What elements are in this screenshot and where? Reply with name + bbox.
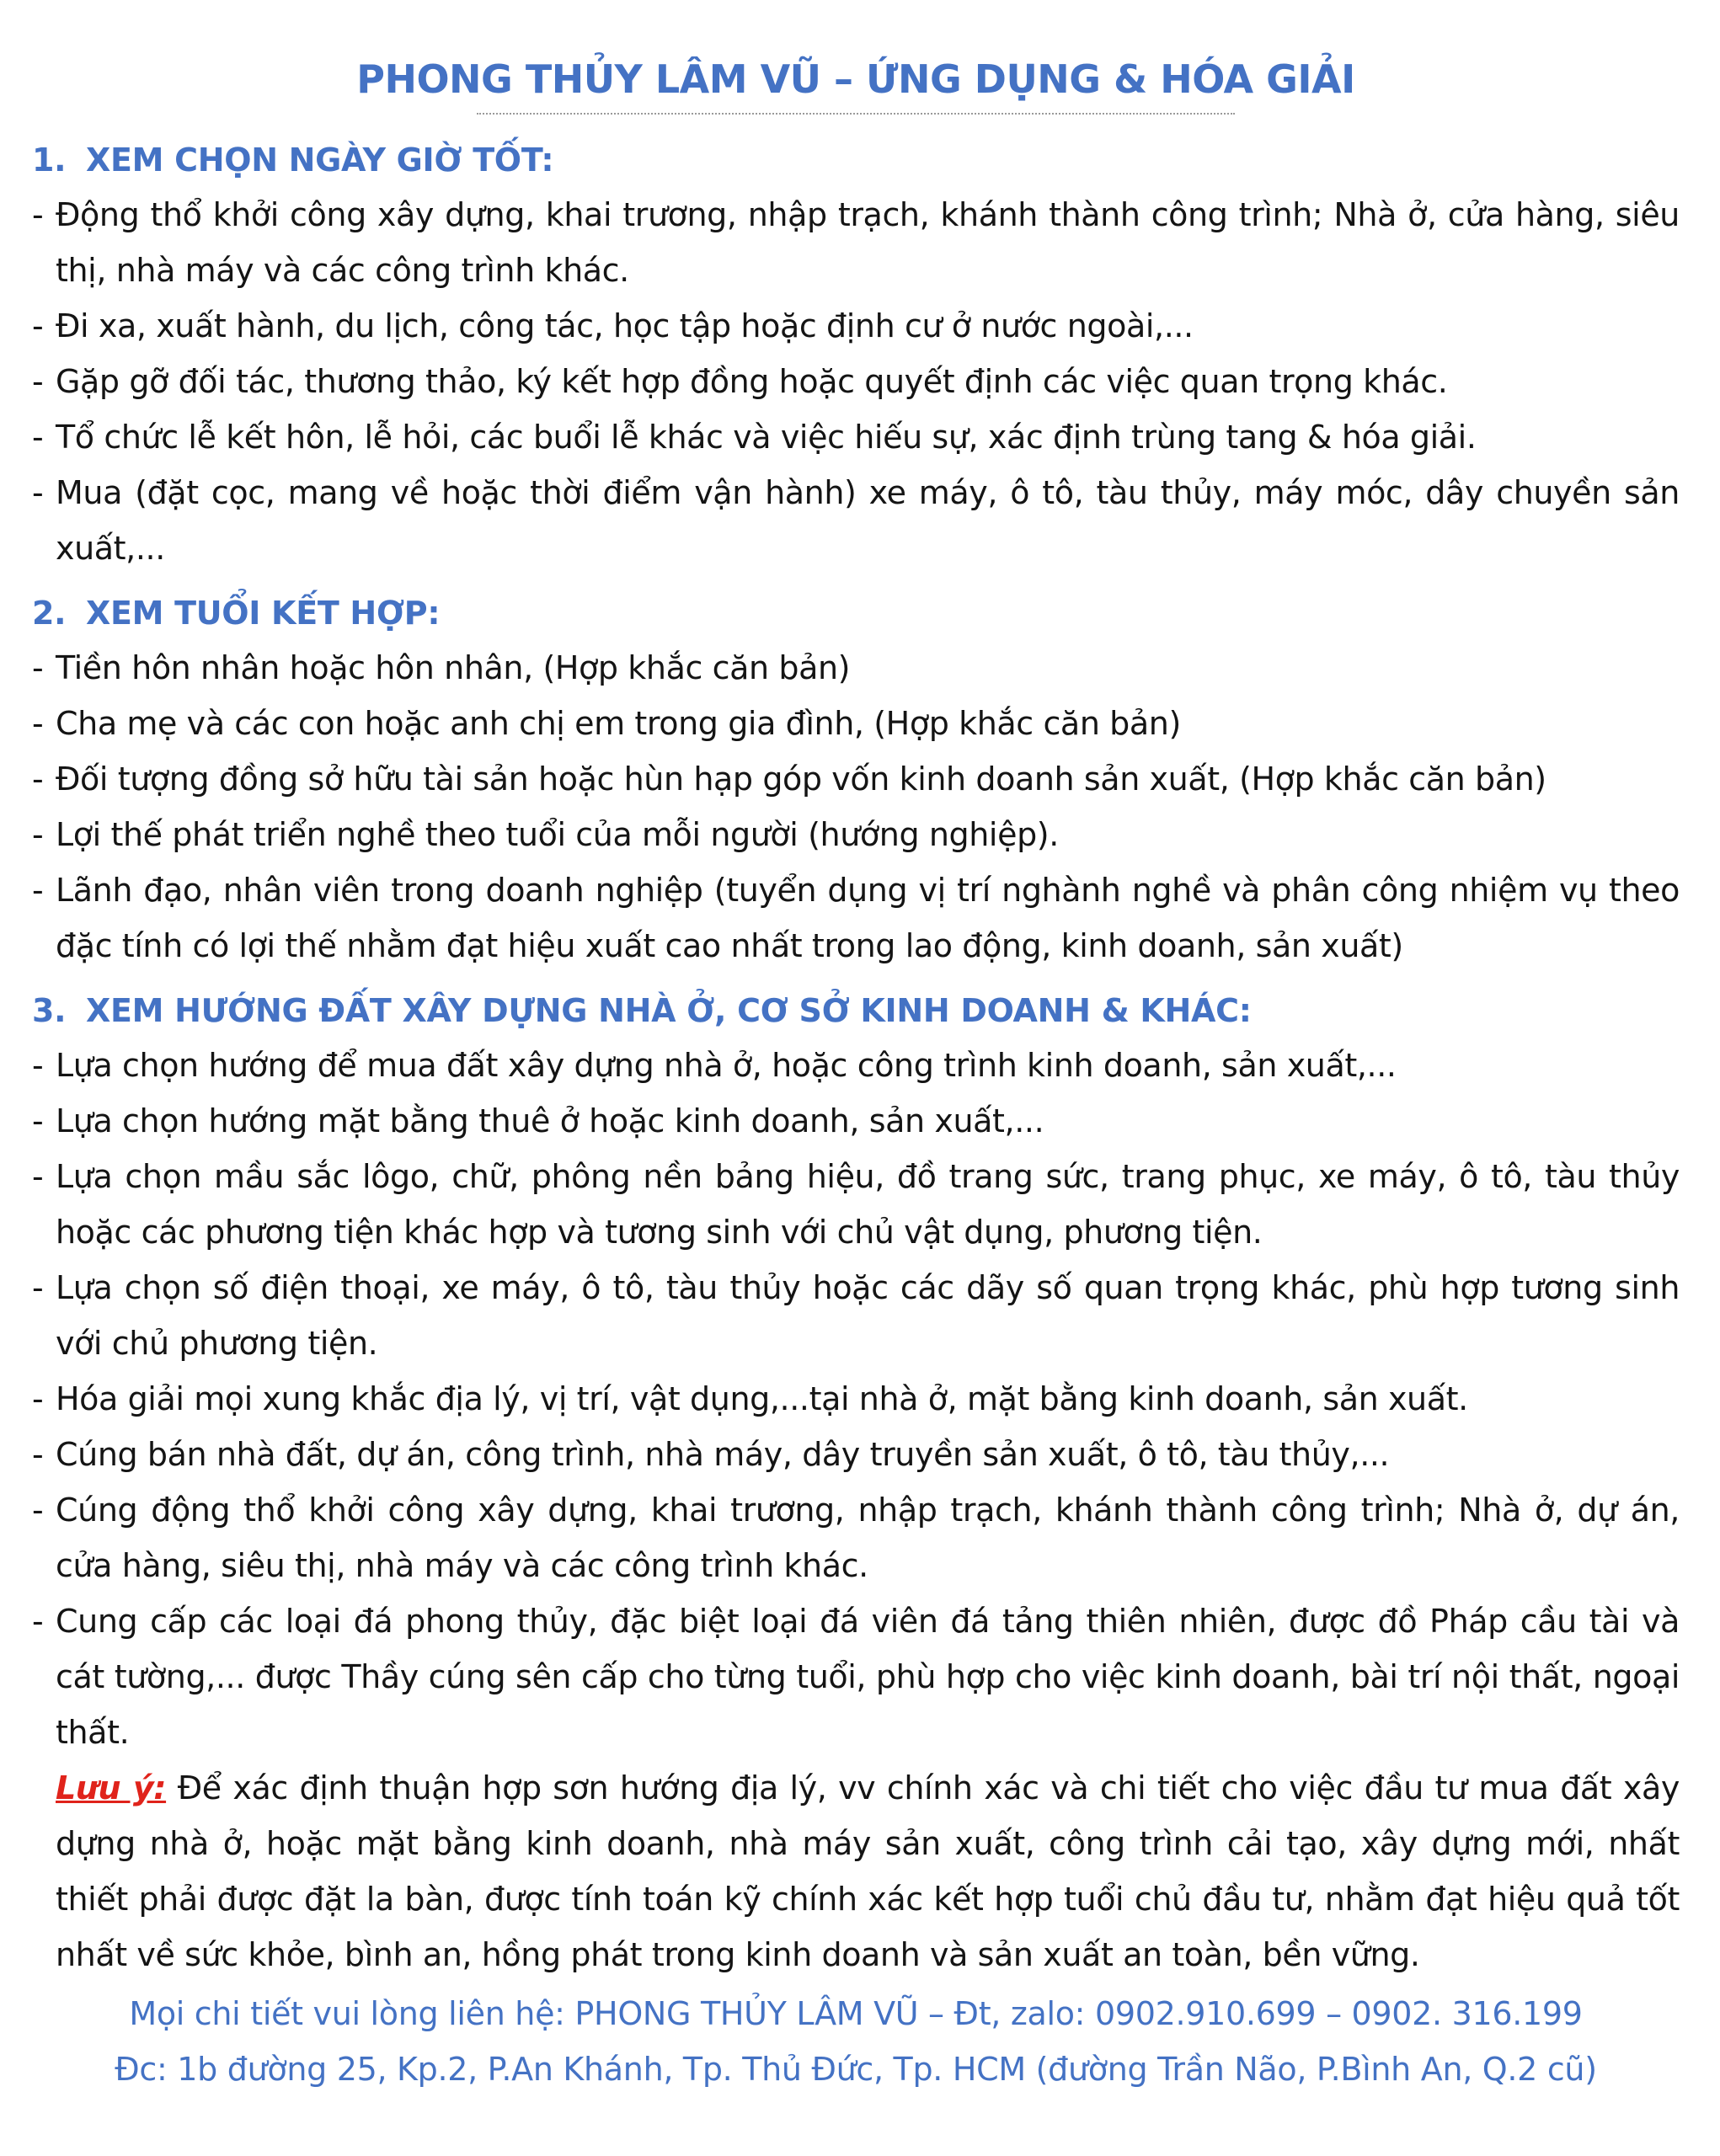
section-list xyxy=(32,640,1680,974)
list-item-text: Cha mẹ và các con hoặc anh chị em trong gia đình, (Hợp khắc căn bản) xyxy=(56,705,1181,742)
note-paragraph xyxy=(32,1760,1680,1983)
list-item-text: Cung cấp các loại đá phong thủy, đặc biệt loại đá viên đá tảng thiên nhiên, được đồ Pháp cầu tài và cát tường,... được Thầy cúng sên cấp cho từng tuổi, phù hợp cho việc kinh doanh, bài trí nội thất, ngoại thất. xyxy=(56,1603,1680,1751)
list-item: - Lựa chọn hướng mặt bằng thuê ở hoặc kinh doanh, sản xuất,... xyxy=(32,1102,1044,1139)
section-heading xyxy=(32,133,1680,187)
list-item: - Lựa chọn mầu sắc lôgo, chữ, phông nền bảng hiệu, đồ trang sức, trang phục, xe máy, ô tô, tàu thủy hoặc các phương tiện khác hợp và tương sinh với chủ vật dụng, phương tiện. xyxy=(32,1158,1680,1251)
list-item-text: Đối tượng đồng sở hữu tài sản hoặc hùn hạp góp vốn kinh doanh sản xuất, (Hợp khắc căn bản) xyxy=(56,760,1546,798)
list-item-text: Mua (đặt cọc, mang về hoặc thời điểm vận hành) xe máy, ô tô, tàu thủy, máy móc, dây chuyền sản xuất,... xyxy=(56,474,1680,567)
list-item: - Tổ chức lễ kết hôn, lễ hỏi, các buổi lễ khác và việc hiếu sự, xác định trùng tang & hóa giải. xyxy=(32,419,1477,456)
list-item-text: Hóa giải mọi xung khắc địa lý, vị trí, vật dụng,...tại nhà ở, mặt bằng kinh doanh, sản xuất. xyxy=(56,1380,1468,1417)
list-item-text: Lãnh đạo, nhân viên trong doanh nghiệp (tuyển dụng vị trí nghành nghề và phân công nhiệm vụ theo đặc tính có lợi thế nhằm đạt hiệu xuất cao nhất trong lao động, kinh doanh, sản xuất) xyxy=(56,872,1680,964)
list-item: - Cung cấp các loại đá phong thủy, đặc biệt loại đá viên đá tảng thiên nhiên, được đồ Pháp cầu tài và cát tường,... được Thầy cúng sên cấp cho từng tuổi, phù hợp cho việc kinh doanh, bài trí nội thất, ngoại thất. xyxy=(32,1603,1680,1751)
section-list xyxy=(32,1038,1680,1760)
section-heading xyxy=(32,984,1680,1038)
list-item-text: Lựa chọn hướng để mua đất xây dựng nhà ở, hoặc công trình kinh doanh, sản xuất,... xyxy=(56,1047,1397,1084)
section-title: XEM CHỌN NGÀY GIỜ TỐT: xyxy=(86,141,554,179)
section-number: 2. xyxy=(32,595,67,632)
list-item: - Cúng bán nhà đất, dự án, công trình, nhà máy, dây truyền sản xuất, ô tô, tàu thủy,... xyxy=(32,1436,1390,1473)
list-item: - Lựa chọn số điện thoại, xe máy, ô tô, tàu thủy hoặc các dãy số quan trọng khác, phù hợp tương sinh với chủ phương tiện. xyxy=(32,1269,1680,1362)
list-item: - Lựa chọn hướng để mua đất xây dựng nhà ở, hoặc công trình kinh doanh, sản xuất,... xyxy=(32,1047,1397,1084)
list-item-text: Động thổ khởi công xây dựng, khai trương, nhập trạch, khánh thành công trình; Nhà ở, cửa hàng, siêu thị, nhà máy và các công trình khác. xyxy=(56,196,1680,289)
section-title: XEM TUỔI KẾT HỢP: xyxy=(86,595,441,632)
list-item: - Lãnh đạo, nhân viên trong doanh nghiệp (tuyển dụng vị trí nghành nghề và phân công nhiệm vụ theo đặc tính có lợi thế nhằm đạt hiệu xuất cao nhất trong lao động, kinh doanh, sản xuất) xyxy=(32,872,1680,964)
list-item: - Đối tượng đồng sở hữu tài sản hoặc hùn hạp góp vốn kinh doanh sản xuất, (Hợp khắc căn bản) xyxy=(32,760,1546,798)
list-item-text: Tiền hôn nhân hoặc hôn nhân, (Hợp khắc căn bản) xyxy=(56,649,851,686)
list-item-text: Cúng bán nhà đất, dự án, công trình, nhà máy, dây truyền sản xuất, ô tô, tàu thủy,... xyxy=(56,1436,1390,1473)
contact-line: Mọi chi tiết vui lòng liên hệ: PHONG THỦY LÂM VŨ – Đt, zalo: 0902.910.699 – 0902. 316.199 xyxy=(129,1995,1583,2032)
list-item: - Đi xa, xuất hành, du lịch, công tác, học tập hoặc định cư ở nước ngoài,... xyxy=(32,307,1194,344)
list-item-text: Gặp gỡ đối tác, thương thảo, ký kết hợp đồng hoặc quyết định các việc quan trọng khác. xyxy=(56,363,1448,400)
list-item: - Mua (đặt cọc, mang về hoặc thời điểm vận hành) xe máy, ô tô, tàu thủy, máy móc, dây chuyền sản xuất,... xyxy=(32,474,1680,567)
list-item: - Cúng động thổ khởi công xây dựng, khai trương, nhập trạch, khánh thành công trình; Nhà ở, dự án, cửa hàng, siêu thị, nhà máy và các công trình khác. xyxy=(32,1492,1680,1584)
section-heading xyxy=(32,586,1680,640)
list-item-text: Lợi thế phát triển nghề theo tuổi của mỗi người (hướng nghiệp). xyxy=(56,816,1059,853)
title-divider xyxy=(477,113,1235,115)
note-text: Để xác định thuận hợp sơn hướng địa lý, vv chính xác và chi tiết cho việc đầu tư mua đất xây dựng nhà ở, hoặc mặt bằng kinh doanh, nhà máy sản xuất, công trình cải tạo, xây dựng mới, nhất thiết phải được đặt la bàn, được tính toán kỹ chính xác kết hợp tuổi chủ đầu tư, nhằm đạt hiệu quả tốt nhất về sức khỏe, bình an, hồng phát trong kinh doanh và sản xuất an toàn, bền vững. xyxy=(56,1769,1680,1973)
section-number: 3. xyxy=(32,992,67,1029)
section-list xyxy=(32,187,1680,576)
section-xem-tuoi xyxy=(32,586,1680,974)
list-item-text: Đi xa, xuất hành, du lịch, công tác, học tập hoặc định cư ở nước ngoài,... xyxy=(56,307,1194,344)
section-chon-ngay xyxy=(32,133,1680,576)
section-title: XEM HƯỚNG ĐẤT XÂY DỰNG NHÀ Ở, CƠ SỞ KINH DOANH & KHÁC: xyxy=(86,992,1252,1029)
list-item: - Lợi thế phát triển nghề theo tuổi của mỗi người (hướng nghiệp). xyxy=(32,816,1059,853)
list-item: - Hóa giải mọi xung khắc địa lý, vị trí, vật dụng,...tại nhà ở, mặt bằng kinh doanh, sản xuất. xyxy=(32,1380,1468,1417)
page-title: PHONG THỦY LÂM VŨ – ỨNG DỤNG & HÓA GIẢI xyxy=(356,56,1355,102)
list-item-text: Lựa chọn số điện thoại, xe máy, ô tô, tàu thủy hoặc các dãy số quan trọng khác, phù hợp tương sinh với chủ phương tiện. xyxy=(56,1269,1680,1362)
list-item: - Động thổ khởi công xây dựng, khai trương, nhập trạch, khánh thành công trình; Nhà ở, cửa hàng, siêu thị, nhà máy và các công trình khác. xyxy=(32,196,1680,289)
list-item-text: Cúng động thổ khởi công xây dựng, khai trương, nhập trạch, khánh thành công trình; Nhà ở, dự án, cửa hàng, siêu thị, nhà máy và các công trình khác. xyxy=(56,1492,1680,1584)
section-xem-huong xyxy=(32,984,1680,1760)
list-item-text: Tổ chức lễ kết hôn, lễ hỏi, các buổi lễ khác và việc hiếu sự, xác định trùng tang & hóa giải. xyxy=(56,419,1477,456)
list-item-text: Lựa chọn hướng mặt bằng thuê ở hoặc kinh doanh, sản xuất,... xyxy=(56,1102,1044,1139)
section-number: 1. xyxy=(32,141,67,179)
address-line: Đc: 1b đường 25, Kp.2, P.An Khánh, Tp. Thủ Đức, Tp. HCM (đường Trần Não, P.Bình An, Q.2 cũ) xyxy=(115,2051,1597,2088)
list-item: - Tiền hôn nhân hoặc hôn nhân, (Hợp khắc căn bản) xyxy=(32,649,851,686)
list-item: - Gặp gỡ đối tác, thương thảo, ký kết hợp đồng hoặc quyết định các việc quan trọng khác. xyxy=(32,363,1448,400)
list-item: - Cha mẹ và các con hoặc anh chị em trong gia đình, (Hợp khắc căn bản) xyxy=(32,705,1181,742)
list-item-text: Lựa chọn mầu sắc lôgo, chữ, phông nền bảng hiệu, đồ trang sức, trang phục, xe máy, ô tô, tàu thủy hoặc các phương tiện khác hợp và tương sinh với chủ vật dụng, phương tiện. xyxy=(56,1158,1680,1251)
note-label: Lưu ý: xyxy=(56,1769,167,1806)
